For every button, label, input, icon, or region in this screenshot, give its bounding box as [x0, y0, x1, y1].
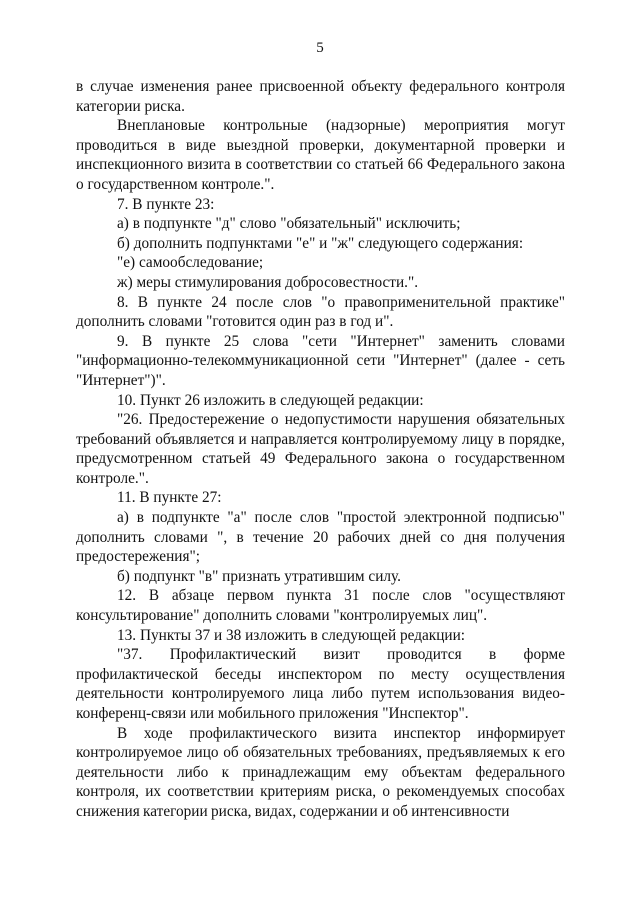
paragraph: ж) меры стимулирования добросовестности.".	[117, 273, 419, 291]
paragraph: а) в подпункте "д" слово "обязательный" исключить;	[117, 215, 461, 233]
paragraph: 8. В пункте 24 после слов "о правоприменительной практике" дополнить словами "готовится один раз в год и".	[76, 293, 565, 331]
paragraph: "37. Профилактический визит проводится в форме профилактической беседы инспектором по месту осуществления деятельности контролируемого лица либо путем использования видео-конференц-связи или мобильного приложения "Инспектор".	[76, 646, 565, 722]
paragraph: 11. В пункте 27:	[117, 489, 222, 507]
paragraph: 10. Пункт 26 изложить в следующей редакции:	[117, 391, 424, 409]
paragraph: в случае изменения ранее присвоенной объекту федерального контроля категории риска.	[76, 78, 565, 115]
document-body	[76, 77, 565, 822]
paragraph: "26. Предостережение о недопустимости нарушения обязательных требований объявляется и направляется контролируемому лицу в порядке, предусмотренном статьей 49 Федерального закона о государственном контроле.".	[76, 411, 565, 487]
paragraph: 7. В пункте 23:	[117, 195, 215, 213]
paragraph: а) в подпункте "а" после слов "простой электронной подписью" дополнить словами ", в течение 20 рабочих дней со дня получения предостережения";	[76, 509, 565, 566]
paragraph: 12. В абзаце первом пункта 31 после слов "осуществляют консультирование" дополнить словами "контролируемых лиц".	[76, 587, 565, 625]
paragraph: Внеплановые контрольные (надзорные) мероприятия могут проводиться в виде выездной проверки, документарной проверки и инспекционного визита в соответствии со статьей 66 Федерального закона о государственном контроле.".	[76, 117, 565, 193]
paragraph: б) подпункт "в" признать утратившим силу.	[117, 567, 401, 585]
paragraph: 9. В пункте 25 слова "сети "Интернет" заменить словами "информационно-телекоммуникационной сети "Интернет" (далее - сеть "Интернет")".	[76, 332, 565, 389]
paragraph: б) дополнить подпунктами "е" и "ж" следующего содержания:	[117, 234, 524, 252]
paragraph: "е) самообследование;	[117, 254, 264, 272]
paragraph: В ходе профилактического визита инспектор информирует контролируемое лицо об обязательных требованиях, предъявляемых к его деятельности либо к принадлежащим ему объектам федерального контроля, их соответствии критериям риска, о рекомендуемых способах снижения категории риска, видах, содержании и об интенсивности	[76, 724, 565, 820]
paragraph: 13. Пункты 37 и 38 изложить в следующей редакции:	[117, 626, 466, 644]
page-number: 5	[316, 40, 324, 56]
